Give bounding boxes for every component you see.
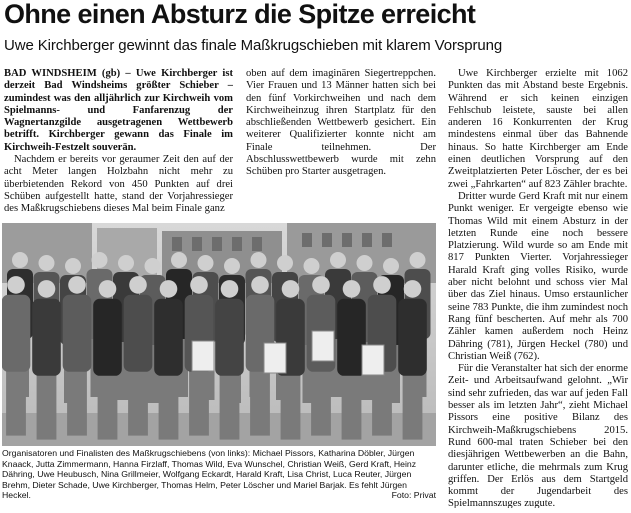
certificate-2 <box>312 331 334 361</box>
paragraph-1-part-1: Nachdem er bereits vor geraumer Zeit den auf der acht Meter langen Holzbahn nicht mehr zu überbietenden Rekord von 450 Punkten auf drei Schüben aufgestellt hatte, stand der Vorjahressieger des Maßkrugschiebens dieses Mal beim Finale ganz <box>4 154 233 215</box>
photo-credit: Foto: Privat <box>391 490 436 501</box>
lead-paragraph: BAD WINDSHEIM (gb) – Uwe Kirchberger ist derzeit Bad Windsheims größter Schieber – zumindest was den alljährlich zur Kirchweih vom Spielmanns- und Fanfarenzug der Wagnertanzgilde ausgetragenen Wettbewerb betrifft. Kirchberger gewann das Finale im Kirchweih-Festzelt souverän. <box>4 68 233 153</box>
text-column-3 <box>448 68 628 508</box>
certificate-3 <box>362 345 384 375</box>
headline: Ohne einen Absturz die Spitze erreicht <box>4 0 476 29</box>
caption-text: Organisatoren und Finalisten des Maßkrugschiebens (von links): Michael Pissors, Katharina Döbler, Jürgen Knaack, Jutta Zimmermann, Hanna Firzlaff, Thomas Wild, Eva Wunschel, Christian Weiß, Gerd Kraft, Heinz Dähring, Uwe Heubusch, Nina Grillmeier, Wolfgang Eckardt, Harald Kraft, Lisa Christ, Luca Reuter, Jürgen Brehm, Dieter Schade, Uwe Kirchberger, Thomas Helm, Peter Löscher und Mariel Barjak. Es fehlt Jürgen Heckel. <box>2 448 417 501</box>
photo-caption <box>2 448 436 501</box>
group-photo-illustration <box>2 223 436 446</box>
paragraph-3: Dritter wurde Gerd Kraft mit nur einem Punkt weniger. Er vergeigte ebenso wie Thomas Wild mit einem Absturz in der letzten Runde eine noch bessere Platzierung. Wild wurde so am Ende mit 817 Punkten Vierter. Vorjahressieger Harald Kraft ging volles Risiko, wurde aber nicht belohnt und schoss vier Mal über das Ziel hinaus. Umso erstaunlicher seine 783 Punkte, die ihm zumindest noch Rang fünf bescherten. Auf mehr als 700 Zähler kamen außerdem noch Heinz Dähring (781), Jürgen Heckel (780) und Christian Weiß (762). <box>448 190 628 362</box>
group-photo <box>2 223 436 446</box>
certificate-1 <box>264 343 286 373</box>
text-column-2 <box>246 68 436 220</box>
subheadline: Uwe Kirchberger gewinnt das finale Maßkrugschieben mit klarem Vorsprung <box>4 37 503 54</box>
certificate-0 <box>192 341 214 371</box>
paragraph-4: Für die Veranstalter hat sich der enorme Zeit- und Arbeitsaufwand gelohnt. „Wir sind sehr zufrieden, das war auf jeden Fall besser als im letzten Jahr“, zieht Michael Pissors eine positive Bilanz des Kirchweih-Maßkrugschiebens 2015. Rund 600-mal traten Schieber bei den diesjährigen Wettbewerben an die Bahn, darunter etliche, die mehrmals zum Krug griffen. Der Erlös aus dem Startgeld kommt der Jugendarbeit des Spielmannszuges zugute. <box>448 363 628 508</box>
paragraph-1-part-2: oben auf dem imaginären Siegertreppchen. Vier Frauen und 13 Männer hatten sich bei den fünf Vorkirchweihen und nach dem Kirchweiheinzug ihren Startplatz für den abschließenden Wettbewerb gesichert. Ein weiterer Qualifizierter konnte nicht am Finale teilnehmen. Der Abschlusswettbewerb wurde mit zehn Schüben pro Starter ausgetragen. <box>246 68 436 178</box>
text-column-1 <box>4 68 233 220</box>
paragraph-2: Uwe Kirchberger erzielte mit 1062 Punkten das mit Abstand beste Ergebnis. Während er sich keinen einzigen Fehlschub leistete, sauste bei allen anderen 16 Konkurrenten der Krug mindestens einmal über das Bahnende hinaus. So hatte Kirchberger am Ende einen deutlichen Vorsprung auf den Zweitplatzierten Peter Löscher, der es bei zwei „Fahrkarten“ auf 823 Zähler brachte. <box>448 68 628 190</box>
